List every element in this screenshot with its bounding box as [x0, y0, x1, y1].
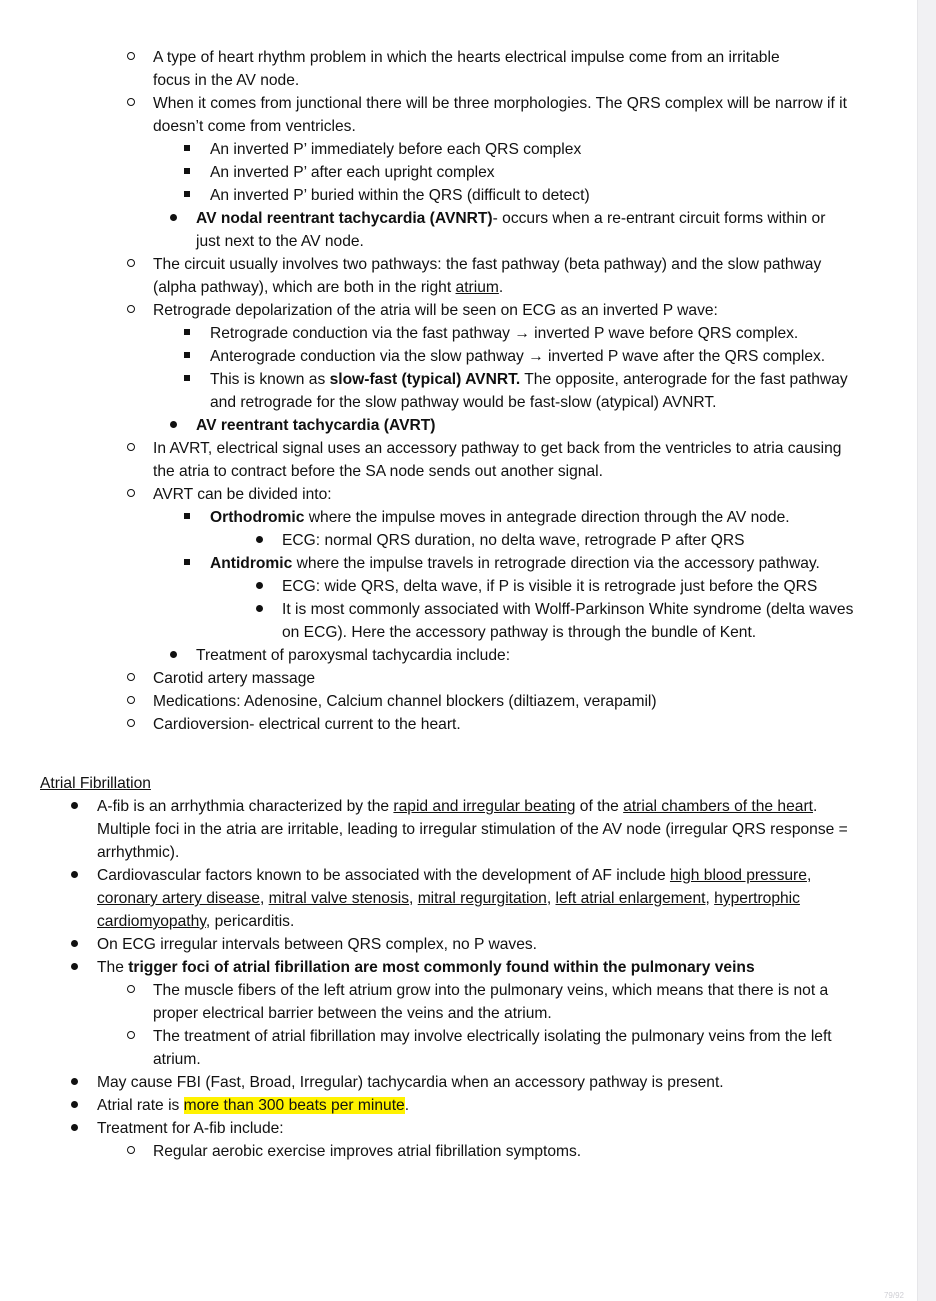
page-number: 79/92 [883, 1291, 904, 1300]
list-item [0, 184, 900, 207]
list-item [0, 933, 900, 956]
list-item [0, 575, 900, 598]
item-text: - occurs when a re-entrant circuit forms within or just next to the AV node. [196, 210, 826, 250]
item-text: Treatment for A-fib include: [97, 1120, 284, 1137]
circle-bullet-icon [124, 1140, 138, 1163]
bullet-icon [252, 529, 266, 552]
document-body [0, 46, 900, 1163]
underlined-text: mitral regurgitation [417, 890, 547, 907]
separator: , [259, 890, 269, 907]
list-item [0, 414, 900, 437]
list-item [0, 368, 900, 414]
item-text: Anterograde conduction via the slow pathway → inverted P wave after the QRS complex. [210, 348, 826, 365]
item-text: The opposite, anterograde for the fast pathway and retrograde for the slow pathway would be fast-slow (atypical) AVNRT. [210, 371, 848, 411]
item-text: Medications: Adenosine, Calcium channel blockers (diltiazem, verapamil) [153, 693, 657, 710]
bullet-icon [252, 575, 266, 598]
avnrt-title: AV nodal reentrant tachycardia (AVNRT) [196, 210, 493, 227]
bullet-icon [66, 795, 82, 818]
circle-bullet-icon [124, 690, 138, 713]
item-text: The treatment of atrial fibrillation may involve electrically isolating the pulmonary veins from the left atrium. [153, 1028, 832, 1068]
underlined-text: coronary artery disease [97, 890, 260, 907]
item-text: Carotid artery massage [153, 670, 316, 687]
item-text: of the [575, 798, 624, 815]
list-item [0, 529, 900, 552]
list-item [0, 1094, 900, 1117]
circle-bullet-icon [124, 253, 138, 276]
item-text: ECG: normal QRS duration, no delta wave, retrograde P after QRS [282, 532, 745, 549]
scrollbar[interactable] [917, 0, 936, 1301]
list-item [0, 92, 900, 138]
underlined-text: left atrial enlargement [555, 890, 706, 907]
underlined-text: atrial chambers of the heart [623, 798, 813, 815]
item-text: An inverted P’ after each upright complex [210, 164, 495, 181]
list-item [0, 483, 900, 506]
list-item [0, 1025, 900, 1071]
item-text: It is most commonly associated with Wolff-Parkinson White syndrome (delta waves on ECG). Here the accessory pathway is through the bundle of Kent. [282, 601, 854, 641]
item-text: Cardiovascular factors known to be associated with the development of AF include [97, 867, 670, 884]
item-text: Cardioversion- electrical current to the heart. [153, 716, 461, 733]
list-item [0, 644, 900, 667]
bullet-icon [66, 864, 82, 887]
item-text: On ECG irregular intervals between QRS complex, no P waves. [97, 936, 537, 953]
item-text: . Multiple foci in the atria are irritable, leading to irregular stimulation of the AV node (irregular QRS response = arrhythmic). [97, 798, 848, 861]
circle-bullet-icon [124, 92, 138, 115]
bold-text: Orthodromic [210, 509, 305, 526]
list-item [0, 253, 900, 299]
item-text: This is known as [210, 371, 330, 388]
underlined-text: rapid and irregular beating [393, 798, 576, 815]
circle-bullet-icon [124, 46, 138, 69]
item-text: A type of heart rhythm problem in which the hearts electrical impulse come from an irritable focus in the AV node. [153, 49, 780, 89]
item-text: The muscle fibers of the left atrium grow into the pulmonary veins, which means that there is not a proper electrical barrier between the veins and the atrium. [153, 982, 829, 1022]
underlined-text: hypertrophic cardiomyopathy [97, 890, 800, 930]
list-item [0, 1117, 900, 1140]
bullet-icon [166, 207, 180, 230]
bullet-icon [66, 933, 82, 956]
atrium-link[interactable]: atrium [455, 279, 499, 296]
separator: , [806, 867, 812, 884]
list-item [0, 598, 900, 644]
square-bullet-icon [180, 161, 194, 184]
square-bullet-icon [180, 506, 194, 529]
square-bullet-icon [180, 368, 194, 391]
list-item [0, 437, 900, 483]
bold-text: slow-fast (typical) AVNRT. [329, 371, 521, 388]
list-item [0, 322, 900, 345]
list-item [0, 1140, 900, 1163]
item-text: ECG: wide QRS, delta wave, if P is visible it is retrograde just before the QRS [282, 578, 818, 595]
bullet-icon [66, 1071, 82, 1094]
highlighted-text: more than 300 beats per minute [183, 1097, 405, 1114]
punctuation: . [498, 279, 504, 296]
item-text: where the impulse moves in antegrade direction through the AV node. [304, 509, 790, 526]
list-item [0, 161, 900, 184]
item-text: The [97, 959, 129, 976]
item-text: When it comes from junctional there will be three morphologies. The QRS complex will be narrow if it doesn’t come from ventricles. [153, 95, 847, 135]
bold-text: trigger foci of atrial fibrillation are most commonly found within the pulmonary veins [128, 959, 755, 976]
item-text: May cause FBI (Fast, Broad, Irregular) tachycardia when an accessory pathway is present. [97, 1074, 724, 1091]
circle-bullet-icon [124, 1025, 138, 1048]
circle-bullet-icon [124, 713, 138, 736]
item-text: Retrograde depolarization of the atria will be seen on ECG as an inverted P wave: [153, 302, 718, 319]
square-bullet-icon [180, 184, 194, 207]
separator: , [705, 890, 715, 907]
circle-bullet-icon [124, 483, 138, 506]
underlined-text: high blood pressure [669, 867, 807, 884]
item-text: In AVRT, electrical signal uses an accessory pathway to get back from the ventricles to atria causing the atria to contract before the SA node sends out another signal. [153, 440, 842, 480]
circle-bullet-icon [124, 667, 138, 690]
underlined-text: mitral valve stenosis [268, 890, 410, 907]
circle-bullet-icon [124, 979, 138, 1002]
circle-bullet-icon [124, 299, 138, 322]
item-text: where the impulse travels in retrograde direction via the accessory pathway. [292, 555, 820, 572]
list-item [0, 552, 900, 575]
list-item [0, 979, 900, 1025]
list-item [0, 207, 900, 253]
list-item [0, 795, 900, 864]
list-item [0, 46, 900, 92]
square-bullet-icon [180, 322, 194, 345]
item-text: The circuit usually involves two pathways: the fast pathway (beta pathway) and the slow pathway (alpha pathway), which are both in the right [153, 256, 822, 296]
item-text: An inverted P’ buried within the QRS (difficult to detect) [210, 187, 590, 204]
separator: , [409, 890, 418, 907]
avrt-title: AV reentrant tachycardia (AVRT) [196, 417, 436, 434]
item-text: Atrial rate is [97, 1097, 184, 1114]
item-text: An inverted P’ immediately before each QRS complex [210, 141, 582, 158]
bullet-icon [66, 1094, 82, 1117]
item-text: Retrograde conduction via the fast pathway → inverted P wave before QRS complex. [210, 325, 799, 342]
square-bullet-icon [180, 138, 194, 161]
bold-text: Antidromic [210, 555, 293, 572]
list-item [0, 713, 900, 736]
bullet-icon [166, 414, 180, 437]
section-heading: Atrial Fibrillation [40, 775, 151, 792]
list-item [0, 506, 900, 529]
bullet-icon [66, 1117, 82, 1140]
separator: , [546, 890, 556, 907]
list-item [0, 864, 900, 933]
item-text: Treatment of paroxysmal tachycardia include: [196, 647, 511, 664]
item-text: , pericarditis. [205, 913, 295, 930]
square-bullet-icon [180, 552, 194, 575]
punctuation: . [404, 1097, 410, 1114]
bullet-icon [66, 956, 82, 979]
list-item [0, 299, 900, 322]
list-item [0, 667, 900, 690]
square-bullet-icon [180, 345, 194, 368]
bullet-icon [166, 644, 180, 667]
list-item [0, 956, 900, 979]
list-item [0, 690, 900, 713]
bullet-icon [252, 598, 266, 621]
item-text: AVRT can be divided into: [153, 486, 332, 503]
item-text: A-fib is an arrhythmia characterized by the [97, 798, 394, 815]
list-item [0, 138, 900, 161]
item-text: Regular aerobic exercise improves atrial fibrillation symptoms. [153, 1143, 582, 1160]
list-item [0, 345, 900, 368]
list-item [0, 1071, 900, 1094]
circle-bullet-icon [124, 437, 138, 460]
